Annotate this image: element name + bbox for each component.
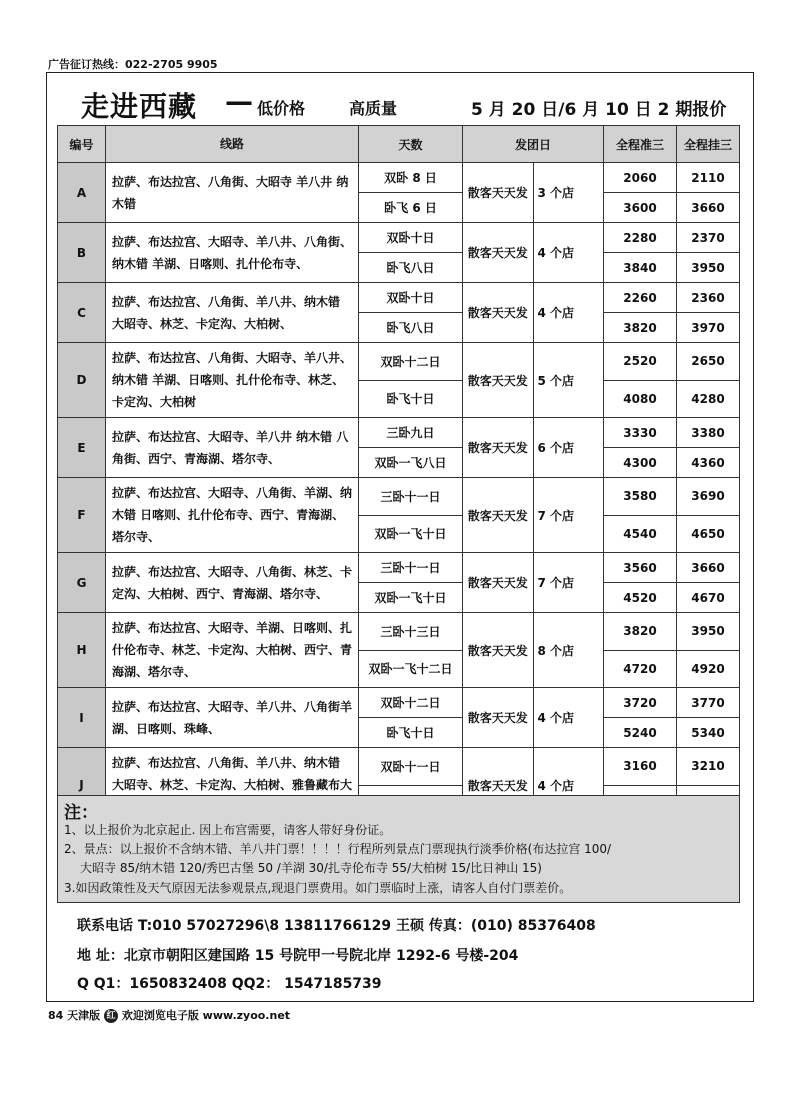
note-line: 1、以上报价为北京起止. 因上布宫需要，请客人带好身份证。 <box>64 823 392 837</box>
contact-address: 地 址：北京市朝阳区建国路 15 号院甲一号院北岸 1292-6 号楼-204 <box>77 948 519 964</box>
row-price-std3: 2280 <box>604 223 677 253</box>
row-id: C <box>58 283 106 343</box>
price-sheet <box>46 72 754 1002</box>
row-id: H <box>58 613 106 688</box>
row-route: 拉萨、布达拉宫、大昭寺、八角街、林芝、卡定沟、大柏树、西宁、青海湖、塔尔寺、 <box>106 553 359 613</box>
row-price-rated3: 2370 <box>677 223 740 253</box>
table-row <box>58 748 740 786</box>
table-row <box>58 553 740 583</box>
row-departure: 散客天天发 <box>463 748 534 823</box>
row-shops: 3 个店 <box>533 163 604 223</box>
footer-text: 欢迎浏览电子版 www.zyoo.net <box>121 1009 291 1022</box>
row-price-std3: 4080 <box>604 380 677 418</box>
row-shops: 4 个店 <box>533 283 604 343</box>
row-route: 拉萨、布达拉宫、大昭寺、八角街、羊湖、纳木错 日喀则、扎什伦布寺、西宁、青海湖、塔尔寺、 <box>106 478 359 553</box>
row-shops: 7 个店 <box>533 478 604 553</box>
row-price-rated3: 3380 <box>677 418 740 448</box>
col-days: 天数 <box>359 126 463 163</box>
row-price-rated3: 4650 <box>677 515 740 553</box>
row-price-std3: 3840 <box>604 253 677 283</box>
col-departure: 发团日 <box>463 126 604 163</box>
row-price-rated3: 4920 <box>677 650 740 688</box>
table-row <box>58 478 740 516</box>
row-departure: 散客天天发 <box>463 613 534 688</box>
row-price-std3: 4300 <box>604 448 677 478</box>
row-days: 双卧十一日 <box>359 748 463 786</box>
note-line: 3.如因政策性及天气原因无法参观景点,现退门票费用。如门票临时上涨，请客人自付门票差价。 <box>64 881 572 895</box>
table-header <box>58 126 740 163</box>
row-price-std3: 4540 <box>604 515 677 553</box>
col-route: 线路 <box>106 126 359 163</box>
row-id: D <box>58 343 106 418</box>
row-days: 三卧十一日 <box>359 478 463 516</box>
row-days: 卧飞十日 <box>359 718 463 748</box>
row-shops: 8 个店 <box>533 613 604 688</box>
row-route: 拉萨、布达拉宫、大昭寺、羊八井 纳木错 八角街、西宁、青海湖、塔尔寺、 <box>106 418 359 478</box>
note-line: 大昭寺 85/纳木错 120/秀巴古堡 50 /羊湖 30/扎寺伦布寺 55/大柏树 15/比日神山 15) <box>80 861 542 875</box>
row-days: 双卧十二日 <box>359 688 463 718</box>
table-row <box>58 418 740 448</box>
row-id: J <box>58 748 106 823</box>
row-price-std3: 3160 <box>604 748 677 786</box>
row-route: 拉萨、布达拉宫、八角街、大昭寺、羊八井、纳木错 羊湖、日喀则、扎什伦布寺、林芝、卡定沟、大柏树 <box>106 343 359 418</box>
row-price-std3: 4520 <box>604 583 677 613</box>
row-price-rated3: 4670 <box>677 583 740 613</box>
table-row <box>58 688 740 718</box>
contact-phone: 联系电话 T:010 57027296\8 13811766129 王硕 传真：(010) 85376408 <box>77 918 596 934</box>
ad-hotline: 广告征订热线：022-2705 9905 <box>48 58 218 71</box>
row-shops: 7 个店 <box>533 553 604 613</box>
row-days: 双卧十日 <box>359 283 463 313</box>
row-id: F <box>58 478 106 553</box>
row-days: 卧飞八日 <box>359 253 463 283</box>
row-departure: 散客天天发 <box>463 553 534 613</box>
row-price-rated3: 3950 <box>677 253 740 283</box>
row-price-std3: 4720 <box>604 650 677 688</box>
row-price-rated3: 2110 <box>677 163 740 193</box>
table-row <box>58 163 740 193</box>
subtitle-low-price: 低价格 <box>257 99 306 118</box>
row-departure: 散客天天发 <box>463 418 534 478</box>
page-footer <box>48 1007 290 1023</box>
row-price-rated3: 3210 <box>677 748 740 786</box>
row-days: 三卧十一日 <box>359 553 463 583</box>
routes-table <box>57 125 740 823</box>
row-price-std3: 2260 <box>604 283 677 313</box>
row-shops: 5 个店 <box>533 343 604 418</box>
contact-qq: Q Q1：1650832408 QQ2： 1547185739 <box>77 976 382 992</box>
subtitle-high-quality: 高质量 <box>349 99 398 118</box>
table-row <box>58 343 740 381</box>
row-id: I <box>58 688 106 748</box>
note-line: 2、景点：以上报价不含纳木错、羊八井门票！！！！行程所列景点门票现执行淡季价格(布达拉宫 100/ <box>64 842 612 856</box>
table-row <box>58 283 740 313</box>
row-departure: 散客天天发 <box>463 343 534 418</box>
row-price-std3: 5240 <box>604 718 677 748</box>
row-route: 拉萨、布达拉宫、大昭寺、羊八井、八角街羊湖、日喀则、珠峰、 <box>106 688 359 748</box>
table-row <box>58 613 740 651</box>
row-days: 三卧十三日 <box>359 613 463 651</box>
row-price-std3: 3560 <box>604 553 677 583</box>
row-shops: 4 个店 <box>533 688 604 748</box>
row-price-rated3: 3950 <box>677 613 740 651</box>
row-shops: 6 个店 <box>533 418 604 478</box>
row-route: 拉萨、布达拉宫、大昭寺、羊湖、日喀则、扎什伦布寺、林芝、卡定沟、大柏树、西宁、青海湖、塔尔寺、 <box>106 613 359 688</box>
row-price-std3: 2520 <box>604 343 677 381</box>
row-price-rated3: 3690 <box>677 478 740 516</box>
headline <box>81 85 751 125</box>
page-title: 走进西藏 <box>81 90 198 123</box>
row-days: 双卧 8 日 <box>359 163 463 193</box>
row-shops: 4 个店 <box>533 748 604 823</box>
notes-box <box>57 795 740 903</box>
row-price-rated3: 3970 <box>677 313 740 343</box>
row-route: 拉萨、布达拉宫、大昭寺、羊八井、八角街、纳木错 羊湖、日喀则、扎什伦布寺、 <box>106 223 359 283</box>
row-id: G <box>58 553 106 613</box>
row-price-rated3: 4280 <box>677 380 740 418</box>
brand-badge-icon: 红 <box>104 1009 118 1023</box>
table-row <box>58 223 740 253</box>
row-days: 双卧一飞八日 <box>359 448 463 478</box>
row-id: B <box>58 223 106 283</box>
row-departure: 散客天天发 <box>463 688 534 748</box>
col-rated3: 全程挂三 <box>677 126 740 163</box>
row-price-rated3: 3660 <box>677 553 740 583</box>
row-route: 拉萨、布达拉宫、八角街、大昭寺 羊八井 纳木错 <box>106 163 359 223</box>
row-price-rated3: 3660 <box>677 193 740 223</box>
row-days: 三卧九日 <box>359 418 463 448</box>
row-price-std3: 3720 <box>604 688 677 718</box>
row-days: 卧飞 6 日 <box>359 193 463 223</box>
row-id: A <box>58 163 106 223</box>
col-id: 编号 <box>58 126 106 163</box>
title-dash: — <box>225 85 253 118</box>
row-price-rated3: 5340 <box>677 718 740 748</box>
row-price-std3: 3580 <box>604 478 677 516</box>
row-price-std3: 3820 <box>604 613 677 651</box>
row-departure: 散客天天发 <box>463 163 534 223</box>
row-days: 双卧十日 <box>359 223 463 253</box>
row-days: 双卧十二日 <box>359 343 463 381</box>
row-days: 卧飞八日 <box>359 313 463 343</box>
row-days: 双卧一飞十二日 <box>359 650 463 688</box>
row-departure: 散客天天发 <box>463 223 534 283</box>
row-route: 拉萨、布达拉宫、八角街、羊八井、纳木错 大昭寺、林芝、卡定沟、大柏树、 <box>106 283 359 343</box>
row-price-rated3: 2360 <box>677 283 740 313</box>
row-departure: 散客天天发 <box>463 478 534 553</box>
page-number: 84 天津版 <box>48 1009 101 1022</box>
row-days: 双卧一飞十日 <box>359 583 463 613</box>
notes-title: 注： <box>64 803 98 823</box>
tour-dates: 5 月 20 日/6 月 10 日 2 期报价 <box>471 100 727 120</box>
row-days: 双卧一飞十日 <box>359 515 463 553</box>
row-shops: 4 个店 <box>533 223 604 283</box>
row-price-std3: 3820 <box>604 313 677 343</box>
row-route: 拉萨、布达拉宫、八角街、羊八井、纳木错 大昭寺、林芝、卡定沟、大柏树、雅鲁藏布大 <box>106 748 359 823</box>
row-price-rated3: 4360 <box>677 448 740 478</box>
row-days: 卧飞十日 <box>359 380 463 418</box>
row-departure: 散客天天发 <box>463 283 534 343</box>
row-price-std3: 3330 <box>604 418 677 448</box>
row-price-rated3: 2650 <box>677 343 740 381</box>
row-id: E <box>58 418 106 478</box>
row-price-std3: 3600 <box>604 193 677 223</box>
row-price-std3: 2060 <box>604 163 677 193</box>
row-price-rated3: 3770 <box>677 688 740 718</box>
col-std3: 全程准三 <box>604 126 677 163</box>
